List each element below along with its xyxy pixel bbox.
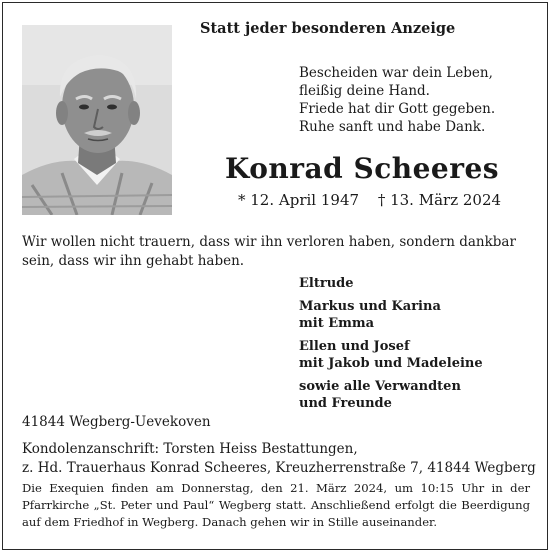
mourner-line: sowie alle Verwandten [299, 378, 461, 394]
mourner-line: mit Jakob und Madeleine [299, 356, 483, 371]
condolence-address-line: z. Hd. Trauerhaus Konrad Scheeres, Kreuzherrenstraße 7, 41844 Wegberg [22, 460, 536, 476]
life-dates [238, 191, 501, 209]
mourner-line: Markus und Karina [299, 298, 441, 314]
mourner-group [299, 298, 483, 333]
headline: Statt jeder besonderen Anzeige [200, 20, 456, 37]
portrait-photo [22, 25, 172, 215]
mourner-group [299, 275, 483, 293]
poem-line: Ruhe sanft und habe Dank. [299, 119, 486, 135]
mourner-group [299, 378, 483, 413]
condolence-address-line: Kondolenzanschrift: Torsten Heiss Bestattungen, [22, 441, 358, 457]
mourner-line: und Freunde [299, 396, 392, 411]
poem-line: Friede hat dir Gott gegeben. [299, 101, 496, 117]
deceased-name: Konrad Scheeres [225, 152, 500, 185]
mourner-line: Eltrude [299, 276, 354, 291]
residence-place: 41844 Wegberg-Uevekoven [22, 414, 211, 430]
mourner-line: Ellen und Josef [299, 338, 410, 354]
mourner-line: mit Emma [299, 316, 375, 331]
memorial-statement: Wir wollen nicht trauern, dass wir ihn verloren haben, sondern dankbar sein, dass wir ihn gehabt haben. [22, 234, 516, 269]
poem-line: Bescheiden war dein Leben, [299, 65, 493, 81]
poem [299, 64, 495, 136]
poem-line: fleißig deine Hand. [299, 83, 430, 99]
birth-date: * 12. April 1947 [238, 191, 360, 209]
funeral-notice: Die Exequien finden am Donnerstag, den 21. März 2024, um 10:15 Uhr in der Pfarrkirche „St. Peter und Paul“ Wegberg statt. Anschließend erfolgt die Beerdigung auf dem Friedhof in Wegberg. Danach gehen wir in Stille auseinander. [22, 481, 530, 529]
mourner-group [299, 338, 483, 373]
condolence-address [22, 440, 536, 478]
death-date: † 13. März 2024 [377, 191, 502, 209]
mourners-list [299, 275, 483, 418]
